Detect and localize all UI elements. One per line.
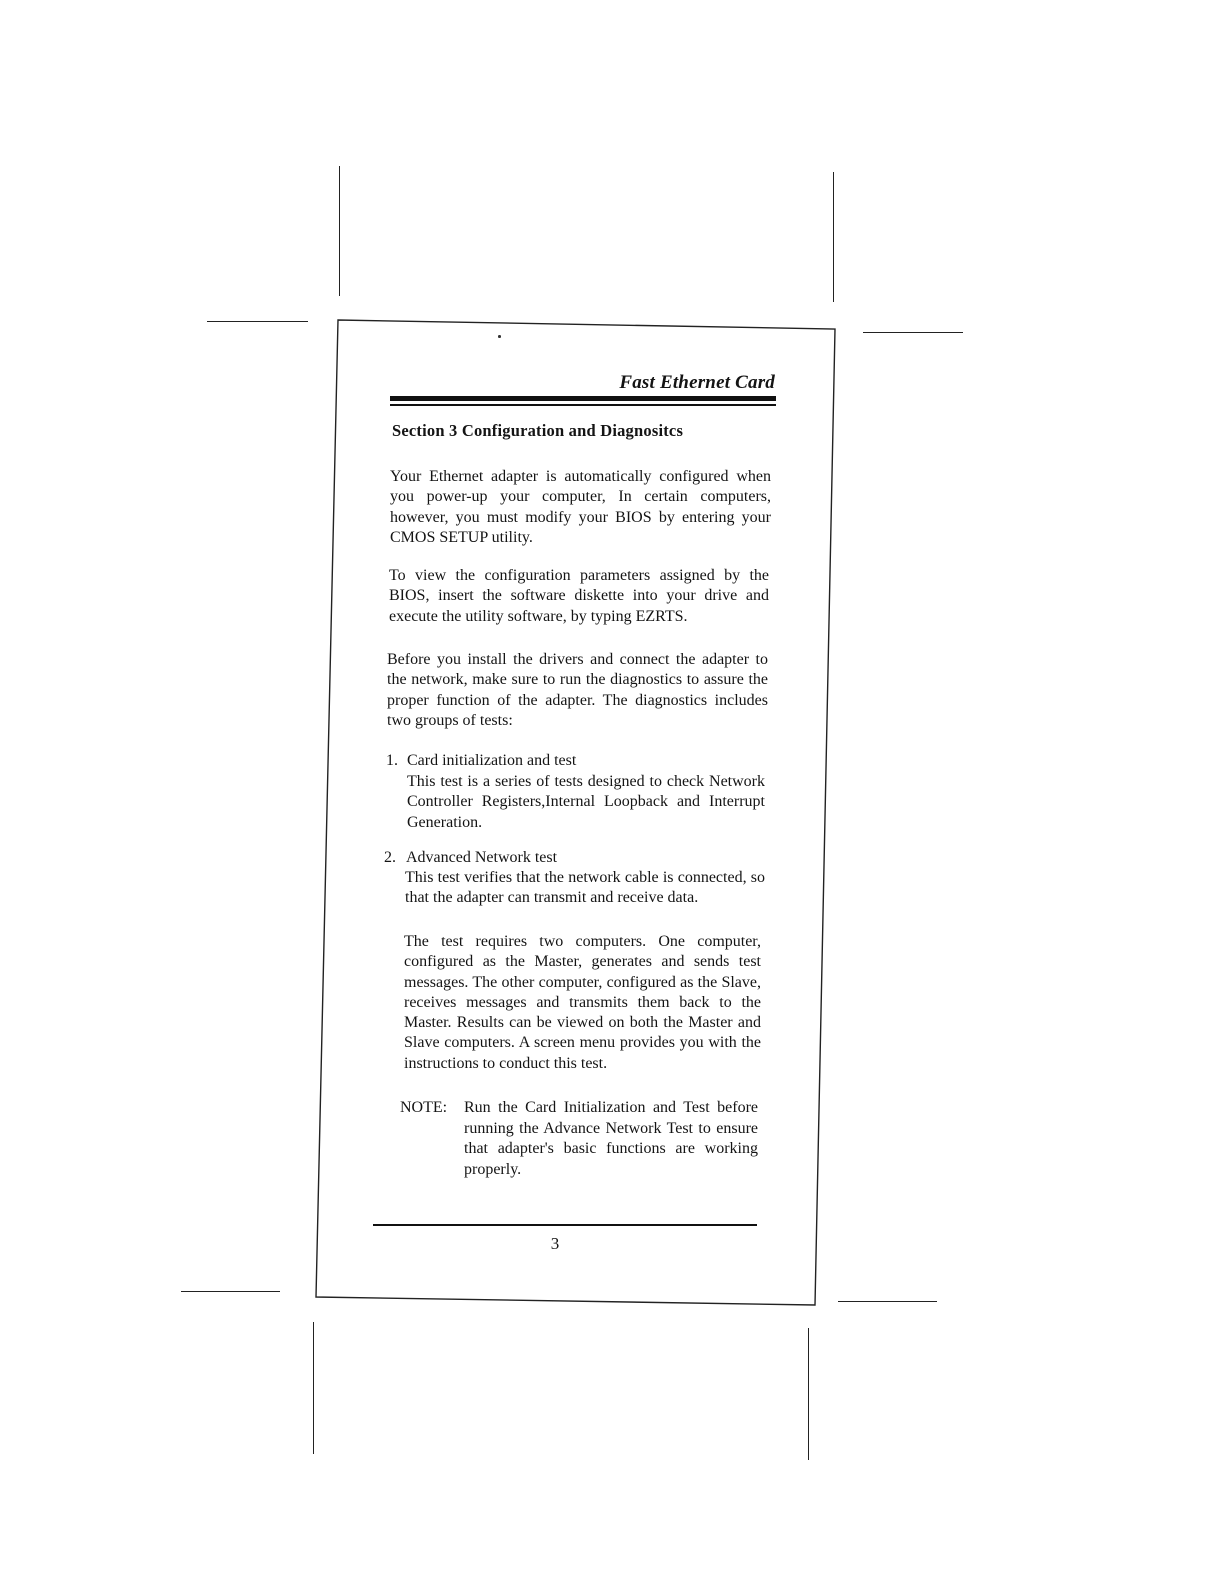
list-description-card-initialization: This test is a series of tests designed to check Network Controller Registers,Internal Loopback and Interrupt Generation. (407, 773, 765, 831)
paragraph-intro: Your Ethernet adapter is automatically configured when you power-up your computer, In certain computers, however, you must modify your BIOS by entering your CMOS SETUP utility. (390, 468, 771, 546)
note-label: NOTE: (400, 1099, 448, 1116)
scan-speck (498, 335, 501, 338)
footer-rule (373, 1224, 757, 1226)
list-details-advanced-network: The test requires two computers. One computer, configured as the Master, generates and sends test messages. The other computer, configured as the Slave, receives messages and transmits them back to the Master. Results can be viewed on both the Master and Slave computers. A screen menu provides you with the instructions to conduct this test. (404, 933, 761, 1072)
page-number: 3 (550, 1234, 560, 1253)
paragraph-diagnostics: Before you install the drivers and connect the adapter to the network, make sure to run the diagnostics to assure the proper function of the adapter. The diagnostics includes two groups of tests: (387, 651, 768, 729)
list-number-1: 1. (386, 752, 398, 769)
header-rule-thin (390, 404, 776, 406)
list-title-advanced-network: Advanced Network test (406, 849, 558, 866)
header-rule-thick (390, 396, 776, 401)
note-text: Run the Card Initialization and Test before running the Advance Network Test to ensure that adapter's basic functions are working properly. (464, 1099, 758, 1178)
section-heading: Section 3 Configuration and Diagnositcs (392, 421, 684, 440)
list-number-2: 2. (384, 849, 396, 866)
running-header-title: Fast Ethernet Card (619, 372, 775, 393)
list-title-card-initialization: Card initialization and test (407, 752, 577, 769)
paragraph-configuration-view: To view the configuration parameters assigned by the BIOS, insert the software diskette into your drive and execute the utility software, by typing EZRTS. (389, 567, 769, 625)
list-description-advanced-network: This test verifies that the network cable is connected, so that the adapter can transmit and receive data. (405, 869, 765, 907)
